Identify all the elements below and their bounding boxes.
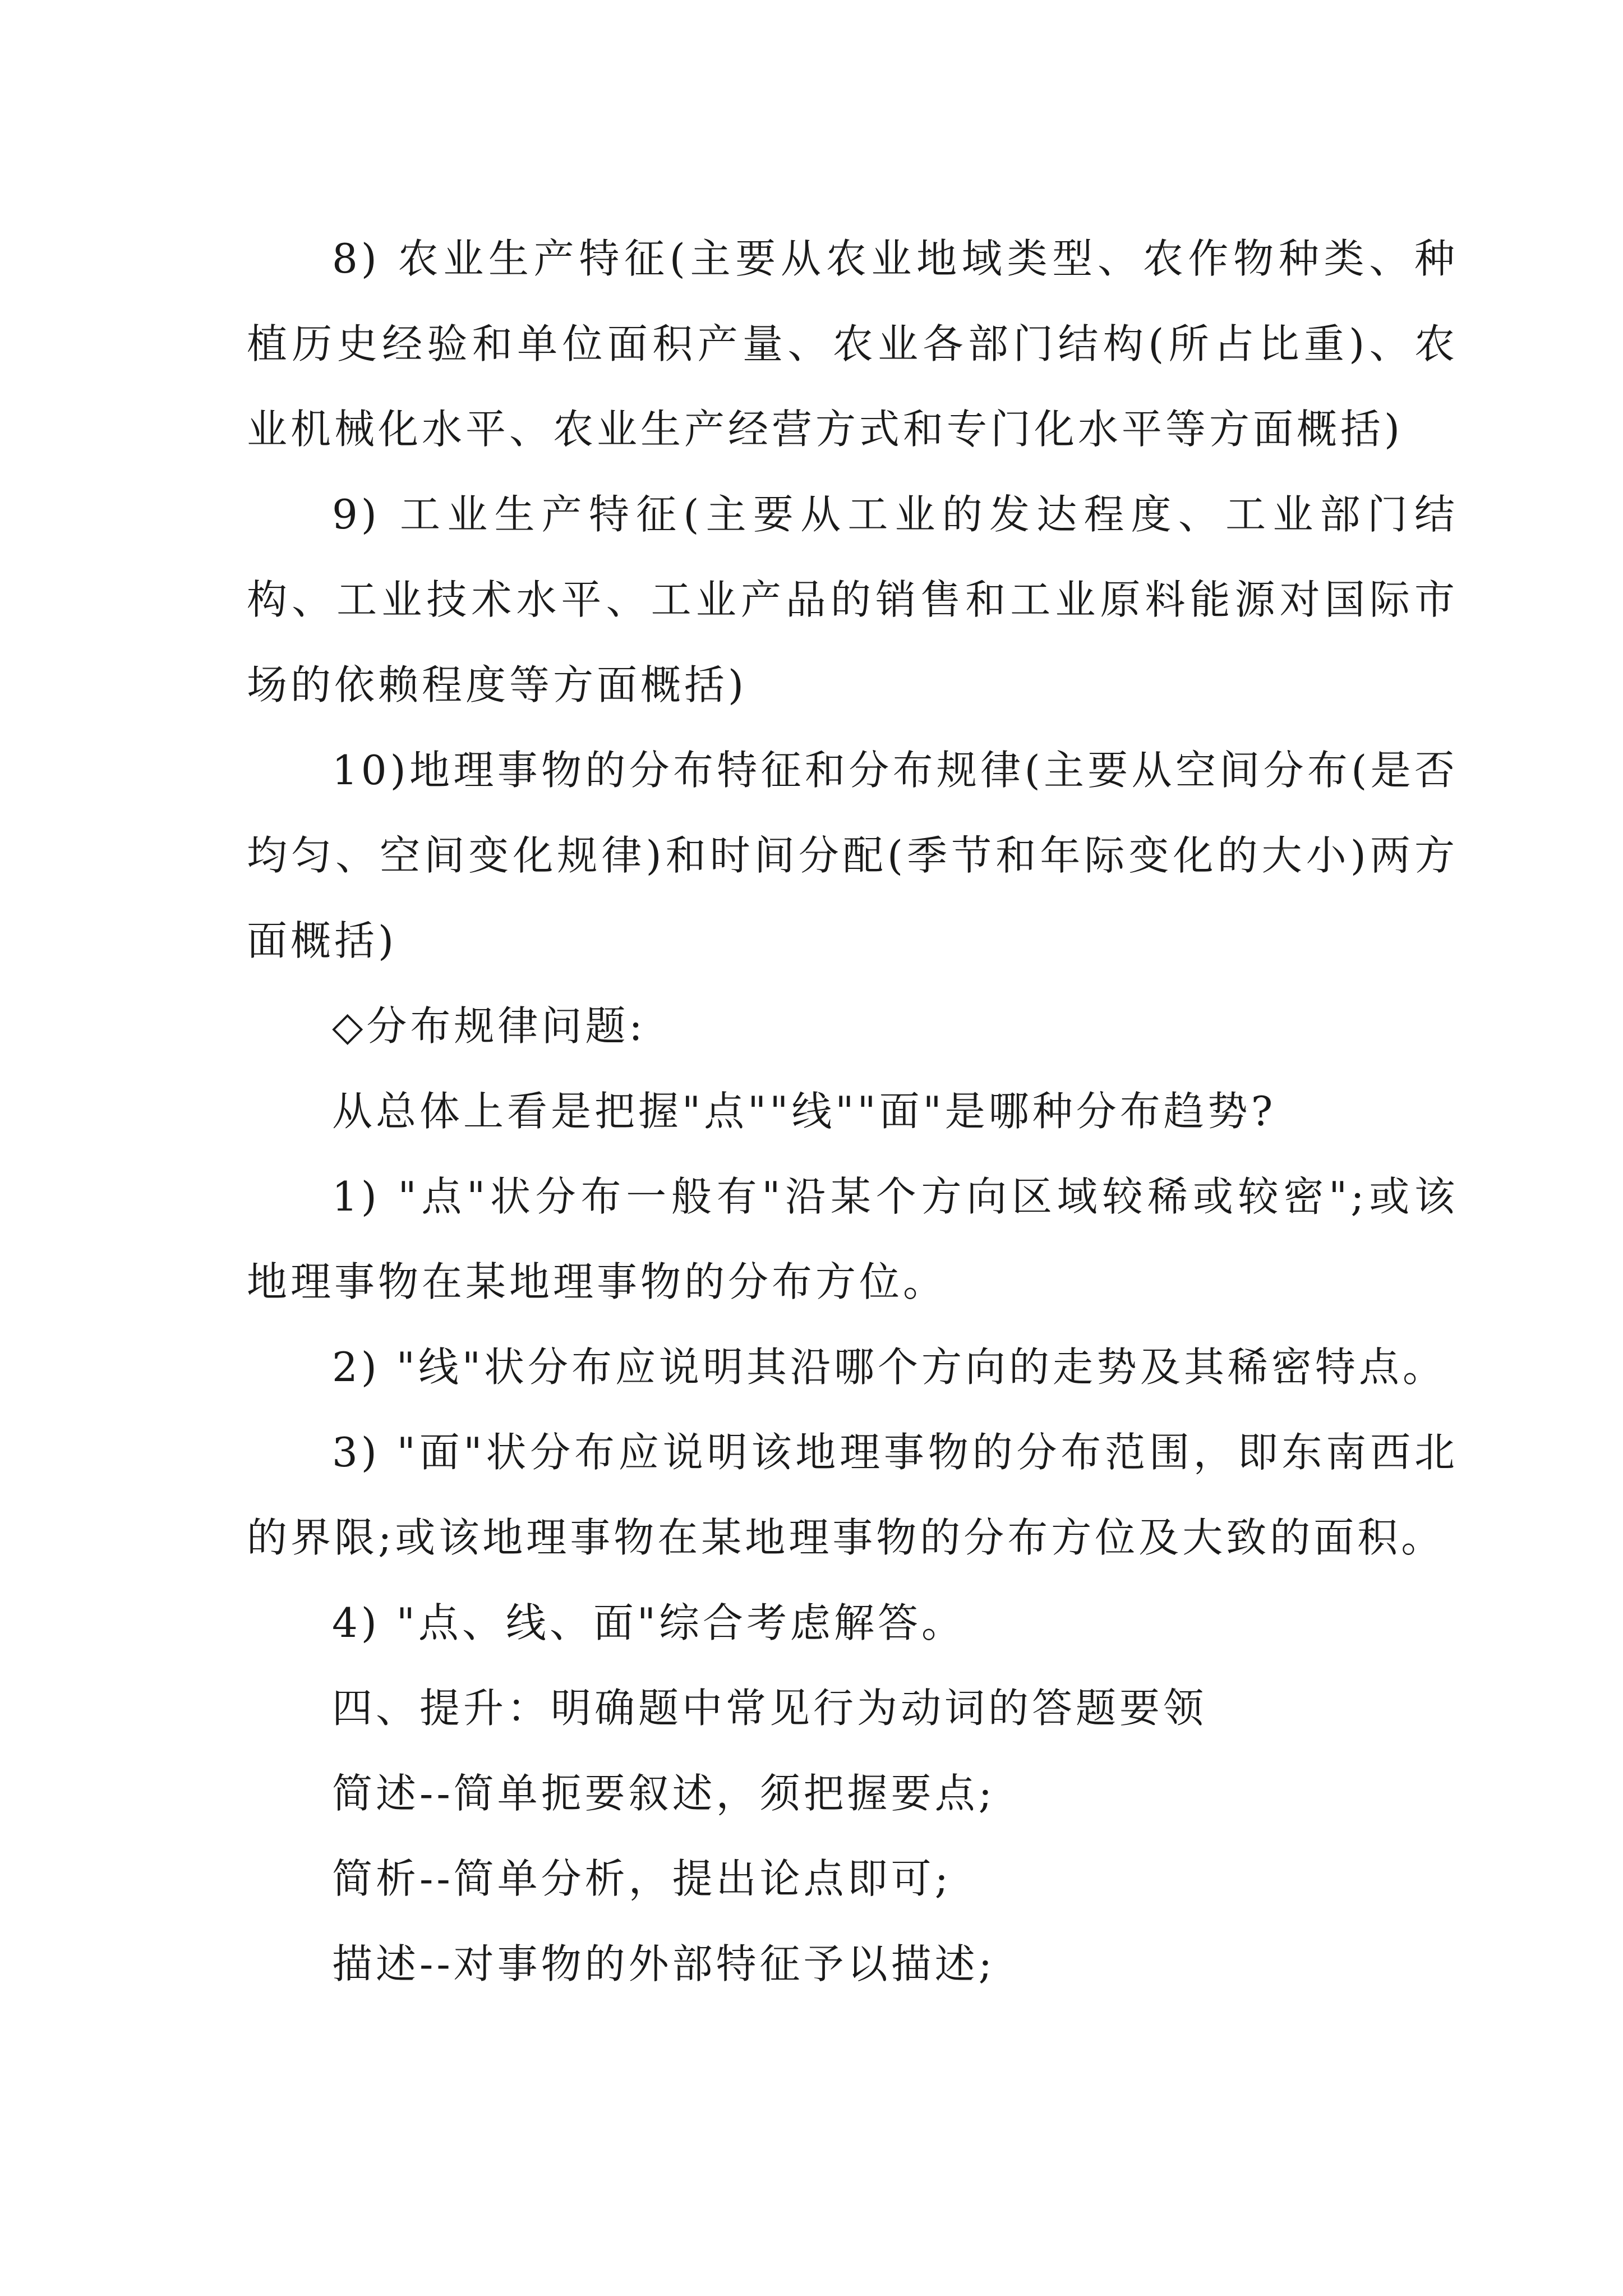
section-heading-action-verbs: 四、提升：明确题中常见行为动词的答题要领 bbox=[332, 1685, 1207, 1732]
definition-brief-analysis: 简析--简单分析，提出论点即可; bbox=[332, 1855, 952, 1902]
paragraph-industry-features: 9) 工业生产特征(主要从工业的发达程度、工业部门结构、工业技术水平、工业产品的销售和工业原料能源对国际市场的依赖程度等方面概括) bbox=[247, 491, 1458, 708]
definition-description: 描述--对事物的外部特征予以描述; bbox=[332, 1940, 995, 1987]
paragraph-area-distribution: 3) "面"状分布应说明该地理事物的分布范围，即东南西北的界限;或该地理事物在某地理事物的分布方位及大致的面积。 bbox=[247, 1429, 1458, 1561]
paragraph-combined-distribution: 4) "点、线、面"综合考虑解答。 bbox=[332, 1599, 966, 1646]
document-body bbox=[247, 216, 1458, 2007]
definition-brief-description: 简述--简单扼要叙述，须把握要点; bbox=[332, 1770, 995, 1817]
paragraph-overall-trend: 从总体上看是把握"点""线""面"是哪种分布趋势? bbox=[332, 1088, 1276, 1135]
paragraph-agriculture-features: 8) 农业生产特征(主要从农业地域类型、农作物种类、种植历史经验和单位面积产量、农业各部门结构(所占比重)、农业机械化水平、农业生产经营方式和专门化水平等方面概括) bbox=[247, 235, 1458, 453]
paragraph-line-distribution: 2) "线"状分布应说明其沿哪个方向的走势及其稀密特点。 bbox=[332, 1343, 1447, 1391]
section-heading-distribution-rules: ◇分布规律问题: bbox=[332, 1002, 646, 1050]
paragraph-distribution-features: 10)地理事物的分布特征和分布规律(主要从空间分布(是否均匀、空间变化规律)和时间分配(季节和年际变化的大小)两方面概括) bbox=[247, 747, 1458, 964]
paragraph-point-distribution: 1) "点"状分布一般有"沿某个方向区域较稀或较密";或该地理事物在某地理事物的分布方位。 bbox=[247, 1173, 1458, 1305]
